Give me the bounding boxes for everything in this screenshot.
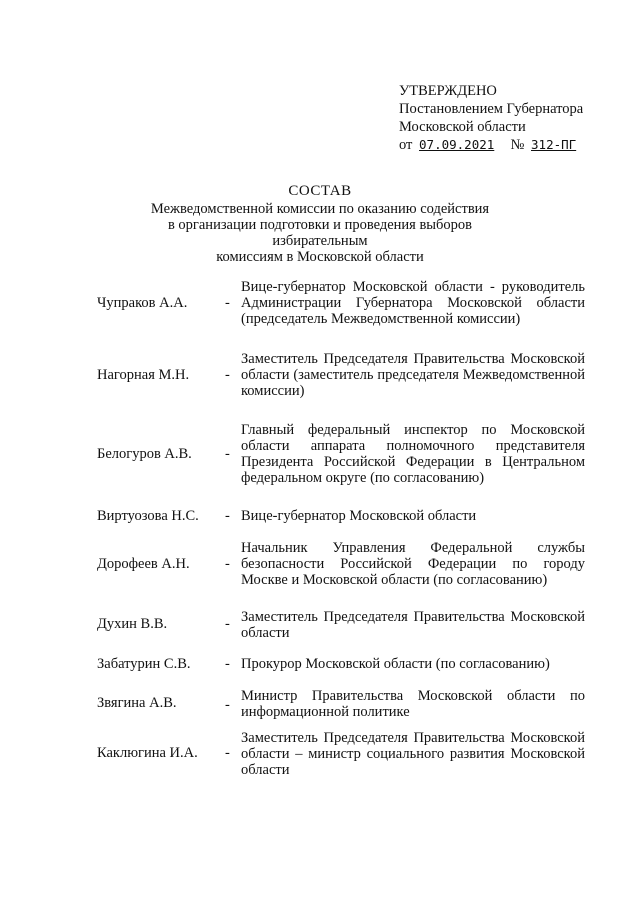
member-role: Заместитель Председателя Правительства Московской области – министр социального развития Московской области — [241, 730, 585, 778]
member-name: Чупраков А.А. — [97, 295, 188, 311]
member-role: Главный федеральный инспектор по Московской области аппарата полномочного представителя Президента Российской Федерации в Центральном федеральном округе (по согласованию) — [241, 422, 585, 486]
member-name: Виртуозова Н.С. — [97, 508, 199, 524]
approval-date-line — [399, 137, 619, 153]
member-name: Нагорная М.Н. — [97, 367, 190, 383]
document-title — [120, 183, 520, 265]
member-dash: - — [225, 508, 230, 524]
member-name: Дорофеев А.Н. — [97, 556, 190, 572]
title-line-1: Межведомственной комиссии по оказанию содействия — [150, 201, 490, 217]
member-name: Белогуров А.В. — [97, 446, 192, 462]
approval-number: 312-ПГ — [531, 137, 577, 152]
member-dash: - — [225, 697, 230, 713]
member-name: Каклюгина И.А. — [97, 745, 198, 761]
approval-line-2: Московской области — [399, 119, 526, 135]
member-name: Забатурин С.В. — [97, 656, 191, 672]
approval-line-1: Постановлением Губернатора — [399, 101, 584, 117]
approval-stamp — [399, 83, 619, 155]
member-role: Прокурор Московской области (по согласованию) — [241, 656, 550, 672]
approval-status: УТВЕРЖДЕНО — [399, 83, 497, 99]
title-heading: СОСТАВ — [288, 183, 352, 199]
member-role: Министр Правительства Московской области по информационной политике — [241, 688, 585, 720]
member-dash: - — [225, 616, 230, 632]
member-role: Вице-губернатор Московской области — [241, 508, 477, 524]
number-prefix: № — [510, 137, 525, 153]
member-role: Вице-губернатор Московской области - руководитель Администрации Губернатора Московской области (председатель Межведомственной комиссии) — [241, 279, 585, 327]
date-prefix: от — [399, 137, 413, 153]
member-dash: - — [225, 446, 230, 462]
member-dash: - — [225, 556, 230, 572]
title-line-2: в организации подготовки и проведения выборов избирательным — [167, 217, 473, 249]
member-name: Звягина А.В. — [97, 695, 177, 711]
member-dash: - — [225, 295, 230, 311]
member-role: Заместитель Председателя Правительства Московской области (заместитель председателя Межведомственной комиссии) — [241, 351, 585, 399]
title-line-3: комиссиям в Московской области — [216, 249, 424, 265]
member-dash: - — [225, 656, 230, 672]
member-name: Духин В.В. — [97, 616, 168, 632]
member-role: Заместитель Председателя Правительства Московской области — [241, 609, 585, 641]
member-dash: - — [225, 745, 230, 761]
member-dash: - — [225, 367, 230, 383]
approval-date: 07.09.2021 — [419, 137, 495, 152]
member-role: Начальник Управления Федеральной службы безопасности Российской Федерации по городу Москве и Московской области (по согласованию) — [241, 540, 585, 588]
